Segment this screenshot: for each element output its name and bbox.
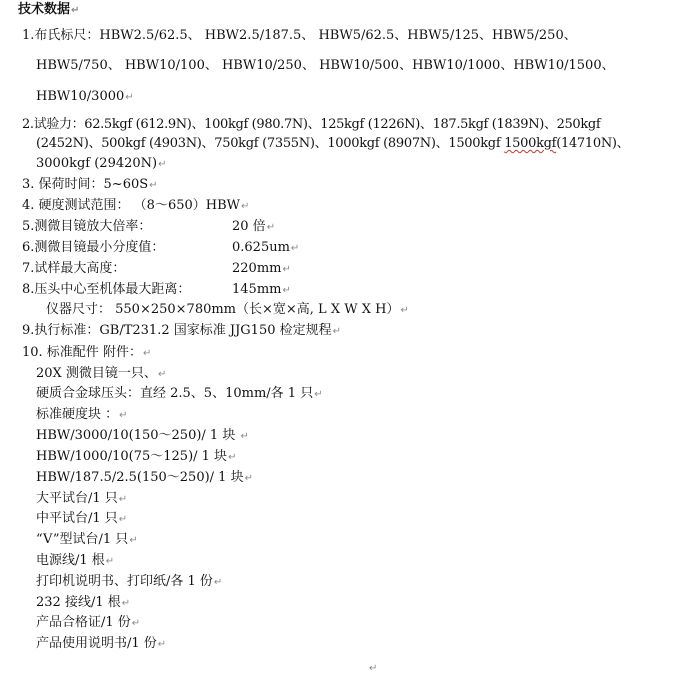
accessory-item: 中平试台/1 只↵ — [36, 511, 128, 526]
end-paragraph-mark: ↵ — [369, 663, 378, 674]
spec-hardness-range: 4. 硬度测试范围： （8～650）HBW↵ — [22, 198, 250, 213]
accessory-item: 大平试台/1 只↵ — [36, 491, 128, 506]
spec-test-force-line-1: 2.试验力：62.5kgf (612.9N)、100kgf (980.7N)、125kgf (1226N)、187.5kgf (1839N)、250kgf — [22, 117, 601, 132]
spec-brinell-scales-line-1: 1.布氏标尺：HBW2.5/62.5、 HBW2.5/187.5、 HBW5/62.5、HBW5/125、HBW5/250、 — [22, 28, 577, 43]
spec-standards: 9.执行标准：GB/T231.2 国家标准 JJG150 检定规程↵ — [22, 323, 342, 338]
accessory-item: 标准硬度块 ：↵ — [36, 407, 128, 422]
spec-dwell-time: 3. 保荷时间：5~60S↵ — [22, 177, 158, 192]
accessory-item: HBW/1000/10(75～125)/ 1 块↵ — [36, 449, 237, 464]
spec-max-specimen-height: 7.试样最大高度： 220mm↵ — [22, 261, 291, 276]
accessory-item: 打印机说明书、打印纸/各 1 份↵ — [36, 574, 223, 589]
accessory-item: 20X 测微目镜一只、↵ — [36, 366, 167, 381]
spec-brinell-scales-line-3: HBW10/3000↵ — [36, 89, 134, 104]
spec-throat-depth: 8.压头中心至机体最大距离： 145mm↵ — [22, 282, 291, 297]
accessory-item: 232 接线/1 根↵ — [36, 595, 131, 610]
accessory-item: 产品合格证/1 份↵ — [36, 615, 141, 630]
accessory-item: HBW/187.5/2.5(150～250)/ 1 块↵ — [36, 470, 253, 485]
accessory-item: “V”型试台/1 只↵ — [36, 532, 138, 547]
accessory-item: 硬质合金球压头：直经 2.5、5、10mm/各 1 只↵ — [36, 386, 323, 401]
spec-dimensions: 仪器尺寸： 550×250×780mm（长×宽×高, L X W X H）↵ — [46, 302, 409, 317]
spec-test-force-line-2: (2452N)、500kgf (4903N)、750kgf (7355N)、1000kgf (8907N)、1500kgf 1500kgf(14710N)、 — [36, 136, 630, 151]
accessory-item: 产品使用说明书/1 份↵ — [36, 636, 167, 651]
spec-brinell-scales-line-2: HBW5/750、 HBW10/100、 HBW10/250、 HBW10/500、HBW10/1000、HBW10/1500、 — [36, 58, 615, 73]
spec-eyepiece-magnification: 5.测微目镜放大倍率： 20 倍↵ — [22, 219, 276, 234]
accessory-item: HBW/3000/10(150～250)/ 1 块 ↵ — [36, 428, 249, 443]
spec-accessories-heading: 10. 标准配件 附件：↵ — [22, 345, 152, 360]
section-title: 技术数据↵ — [18, 2, 80, 17]
spec-test-force-line-3: 3000kgf (29420N)↵ — [36, 156, 167, 171]
accessory-item: 电源线/1 根↵ — [36, 553, 115, 568]
spec-eyepiece-min-division: 6.测微目镜最小分度值： 0.625um↵ — [22, 240, 300, 255]
